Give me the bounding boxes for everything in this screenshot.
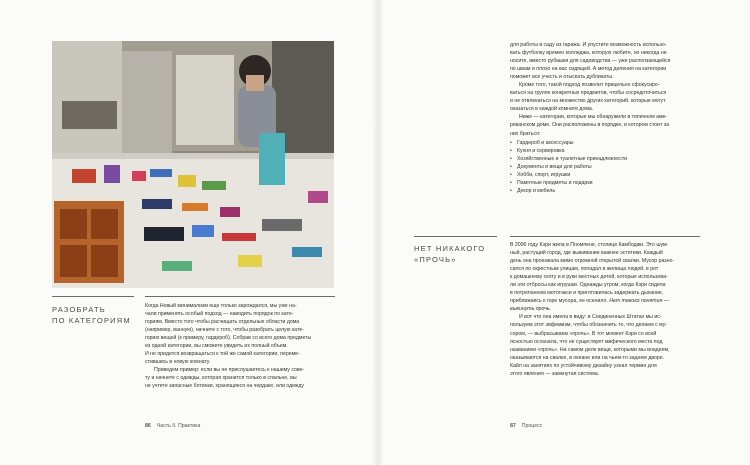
text-line: Ниже — категории, которые мы обнаружили в типичном аме-	[519, 114, 668, 121]
list-item: • Документы и вещи для работы	[510, 163, 670, 171]
text-line: ту и начнете с одежды, которая хранится только в спальне, вы	[145, 375, 297, 382]
list-item: • Хозяйственные и туалетные принадлежности	[510, 155, 670, 163]
list-item: • Кухня и сервировка	[510, 147, 670, 155]
side-heading-line: ПО КАТЕГОРИЯМ	[52, 316, 131, 325]
text-line: оказаться в каждой комнате дома.	[510, 106, 594, 113]
running-head: Часть II. Практика	[156, 423, 201, 429]
text-line: сором, — выбрасываем «прочь». В тот момент Кэри со всей	[510, 330, 657, 337]
text-line: оказываются на свалке, в океане или на чьем-то заднем дворе.	[510, 354, 665, 361]
text-span: приближаясь к горе мусора, ее осенило.	[510, 298, 608, 305]
text-line: носите, вместо рубашки для садоводства — уже расползающейся	[510, 58, 671, 65]
text-line: горию вещей (к примеру, гардероб). Собрав со всего дома предметы	[145, 335, 312, 342]
text-line: ваться на группе конкретных предметов, чтобы сосредоточиться	[510, 90, 667, 97]
text-line: И не придется возвращаться к той же самой категории, переме-	[145, 351, 300, 358]
page-number: 86	[145, 423, 151, 429]
text-line: поможет все учесть и отыскать дубликаты.	[510, 74, 614, 81]
list-item: • Хобби, спорт, игрушки	[510, 171, 670, 179]
text-line: день она проезжала мимо огромной открытой свалки. Мусор разно-	[510, 258, 675, 265]
photo-illustration	[52, 41, 334, 288]
text-line: стившись в новую комнату.	[145, 359, 211, 366]
side-heading-line: РАЗОБРАТЬ	[52, 305, 106, 314]
text-line: пользуем этот эвфемизм, чтобы обозначить то, что делаем с му-	[510, 322, 668, 329]
text-line: в потрепанном мототакси и приготовилась задержать дыхание,	[510, 290, 664, 297]
running-head: Процесс	[521, 423, 543, 429]
side-heading-line: «ПРОЧЬ»	[414, 255, 457, 264]
text-line: вать футболку времен колледжа, которую любите, но никогда не	[510, 50, 667, 57]
text-line: риканском доме. Они расположены в порядке, в котором стоит за	[510, 122, 670, 129]
photo-sorting-items	[52, 41, 334, 288]
text-line: сился по окрестным улицам, попадал в жилища людей, в рот	[510, 266, 659, 273]
book-gutter	[372, 0, 384, 465]
heading-rule	[52, 296, 134, 297]
text-line	[510, 297, 674, 305]
italic-phrase: Нет такого понятия —	[609, 298, 669, 305]
text-line: Кроме того, такой подход позволит прицельно сфокусиро-	[519, 82, 660, 89]
list-item: • Гардероб и аксессуары	[510, 139, 670, 147]
column-rule	[145, 296, 335, 297]
text-line: не учтете запасные ботинки, хранящиеся на чердаке, или одежду	[145, 383, 305, 390]
right-body-text-bottom	[510, 241, 674, 378]
right-folio	[510, 423, 542, 429]
page-number: 87	[510, 423, 516, 429]
text-line: ный, растущий город, где выживание важнее эстетики. Каждый	[510, 250, 663, 257]
text-line: чали применять особый подход — наводить порядок по кате-	[145, 311, 294, 318]
side-heading-line: НЕТ НИКАКОГО	[414, 244, 486, 253]
list-item: • Декор и мебель	[510, 187, 670, 195]
text-line: И вот что она имела в виду: в Соединенных Штатах мы ис-	[519, 314, 662, 321]
right-body-text-top	[510, 41, 670, 195]
text-line: них браться:	[510, 130, 541, 137]
list-item: • Памятные предметы и подарки	[510, 179, 670, 187]
text-line: Когда Новый минимализм еще только зарождался, мы уже на-	[145, 303, 297, 309]
left-folio	[145, 423, 200, 429]
text-line: Приведем пример: если вы не прислушаетесь к нашему сове-	[154, 367, 305, 374]
text-line: В 2006 году Кэри жила в Пномпене, столице Камбоджи. Это шум-	[510, 242, 669, 248]
left-body-text	[145, 302, 311, 391]
text-line: названием «прочь». На самом деле вещи, которыми мы владеем,	[510, 346, 670, 353]
heading-rule	[414, 236, 497, 237]
text-line: по швам и плохо на вас сидящей. А метод деления на категории	[510, 66, 667, 73]
right-side-heading	[414, 243, 485, 265]
text-line: этого явления — замкнутая система.	[510, 370, 600, 377]
left-side-heading	[52, 304, 131, 326]
text-line: ли эти отбросы как игрушки. Однажды утром, когда Кэри сидела	[510, 282, 666, 289]
text-line: Кайл на занятиях по устойчивому дизайну узнал термин для	[510, 362, 657, 369]
text-line: гориям. Вместо того чтобы расчищать отдельные области дома	[145, 319, 300, 326]
text-line: к домашнему скоту и в руки местных детей, которые использова-	[510, 274, 668, 281]
category-list	[510, 139, 670, 195]
text-line: (например, ванную), начните с того, чтобы разобрать целую кате-	[145, 327, 304, 334]
text-line: из одной категории, вы сможете увидеть их полный объем.	[145, 343, 288, 350]
italic-phrase: выкинуть прочь.	[510, 306, 552, 313]
column-rule	[510, 236, 700, 237]
text-line	[510, 305, 674, 313]
text-line: для работы в саду из гаража. И упустите возможность использо-	[510, 42, 667, 48]
text-line: и не отвлекаться на множество других категорий, которые могут	[510, 98, 666, 105]
text-line: ясностью осознала, что не существует мифического места под	[510, 338, 663, 345]
